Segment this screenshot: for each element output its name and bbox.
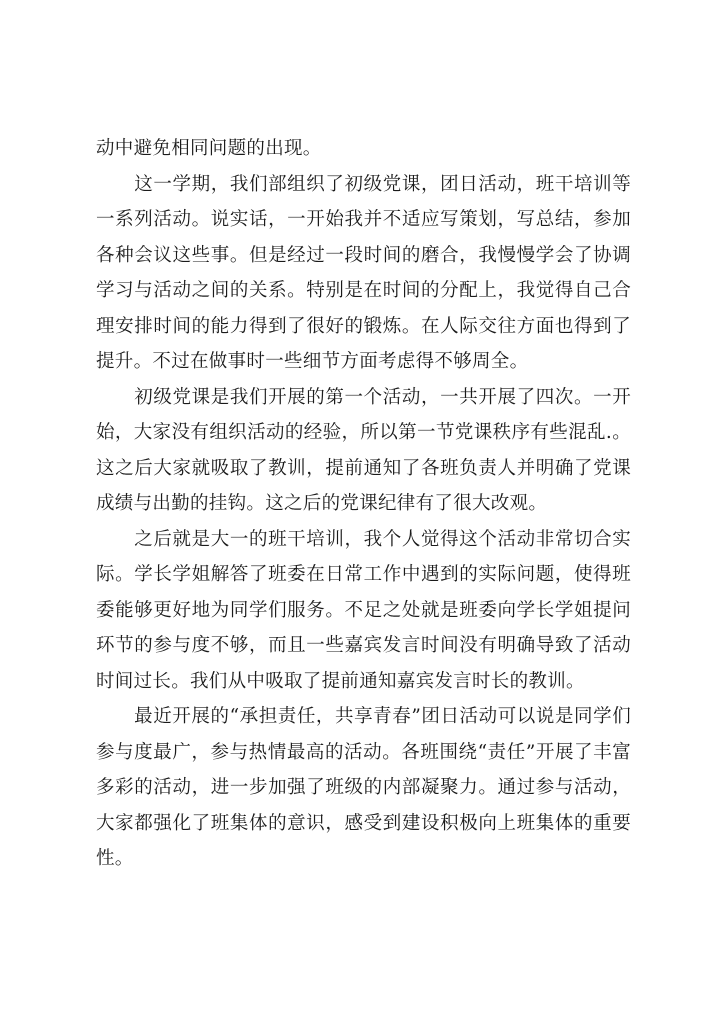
paragraph-league-activity: 最近开展的“承担责任，共享青春”团日活动可以说是同学们参与度最广，参与热情最高的活动。各班围绕“责任”开展了丰富多彩的活动，进一步加强了班级的内部凝聚力。通过参与活动，大家都强化了班集体的意识，感受到建设积极向上班集体的重要性。	[96, 706, 631, 869]
paragraph-cadre-training: 之后就是大一的班干培训，我个人觉得这个活动非常切合实际。学长学姐解答了班委在日常工作中遇到的实际问题，使得班委能够更好地为同学们服务。不足之处就是班委向学长学姐提问环节的参与度不够，而且一些嘉宾发言时间没有明确导致了活动时间过长。我们从中吸取了提前通知嘉宾发言时长的教训。	[96, 528, 631, 692]
paragraph-continuation: 动中避免相同问题的出现。	[96, 138, 322, 159]
paragraph-party-course: 初级党课是我们开展的第一个活动，一共开展了四次。一开始，大家没有组织活动的经验，所以第一节党课秩序有些混乱.。这之后大家就吸取了教训，提前通知了各班负责人并明确了党课成绩与出勤的挂钩。这之后的党课纪律有了很大改观。	[96, 386, 631, 514]
document-body	[96, 131, 631, 877]
paragraph-semester-summary: 这一学期，我们部组织了初级党课，团日活动，班干培训等一系列活动。说实话，一开始我并不适应写策划，写总结，参加各种会议这些事。但是经过一段时间的磨合，我慢慢学会了协调学习与活动之间的关系。特别是在时间的分配上，我觉得自己合理安排时间的能力得到了很好的锻炼。在人际交往方面也得到了提升。不过在做事时一些细节方面考虑得不够周全。	[96, 173, 631, 372]
